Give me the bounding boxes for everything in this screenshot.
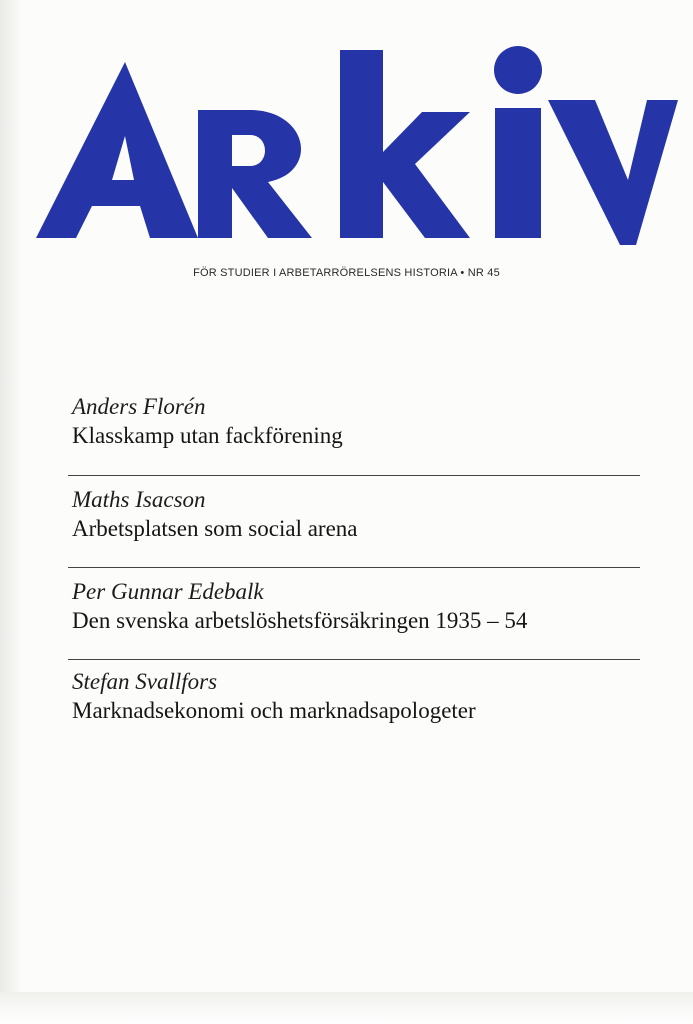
cover-edge-shadow xyxy=(0,0,22,1024)
logo-letter-a xyxy=(36,62,198,238)
article-divider xyxy=(68,659,640,660)
article-author: Maths Isacson xyxy=(72,487,206,512)
article-title: Arbetsplatsen som social arena xyxy=(72,516,358,541)
article-entry xyxy=(72,668,652,726)
article-author: Per Gunnar Edebalk xyxy=(72,579,264,604)
magazine-logo xyxy=(30,40,680,255)
article-entry xyxy=(72,486,652,544)
article-divider xyxy=(68,567,640,568)
logo-letter-i-dot xyxy=(494,46,542,94)
article-author: Stefan Svallfors xyxy=(72,669,218,694)
magazine-subtitle: FÖR STUDIER I ARBETARRÖRELSENS HISTORIA • NR 45 xyxy=(193,267,500,279)
logo-letter-v xyxy=(548,100,678,245)
logo-letter-r xyxy=(198,110,312,238)
article-entry xyxy=(72,393,652,451)
article-entry xyxy=(72,578,652,636)
logo-letter-i xyxy=(495,108,541,238)
logo-letter-k xyxy=(340,50,470,238)
logo-lettering xyxy=(30,40,680,255)
cover-bottom-edge xyxy=(0,992,693,1024)
article-title: Marknadsekonomi och marknadsapologeter xyxy=(72,698,476,723)
article-title: Klasskamp utan fackförening xyxy=(72,423,343,448)
article-author: Anders Florén xyxy=(72,394,206,419)
article-title: Den svenska arbetslöshetsförsäkringen 1935 – 54 xyxy=(72,608,528,633)
article-divider xyxy=(68,475,640,476)
